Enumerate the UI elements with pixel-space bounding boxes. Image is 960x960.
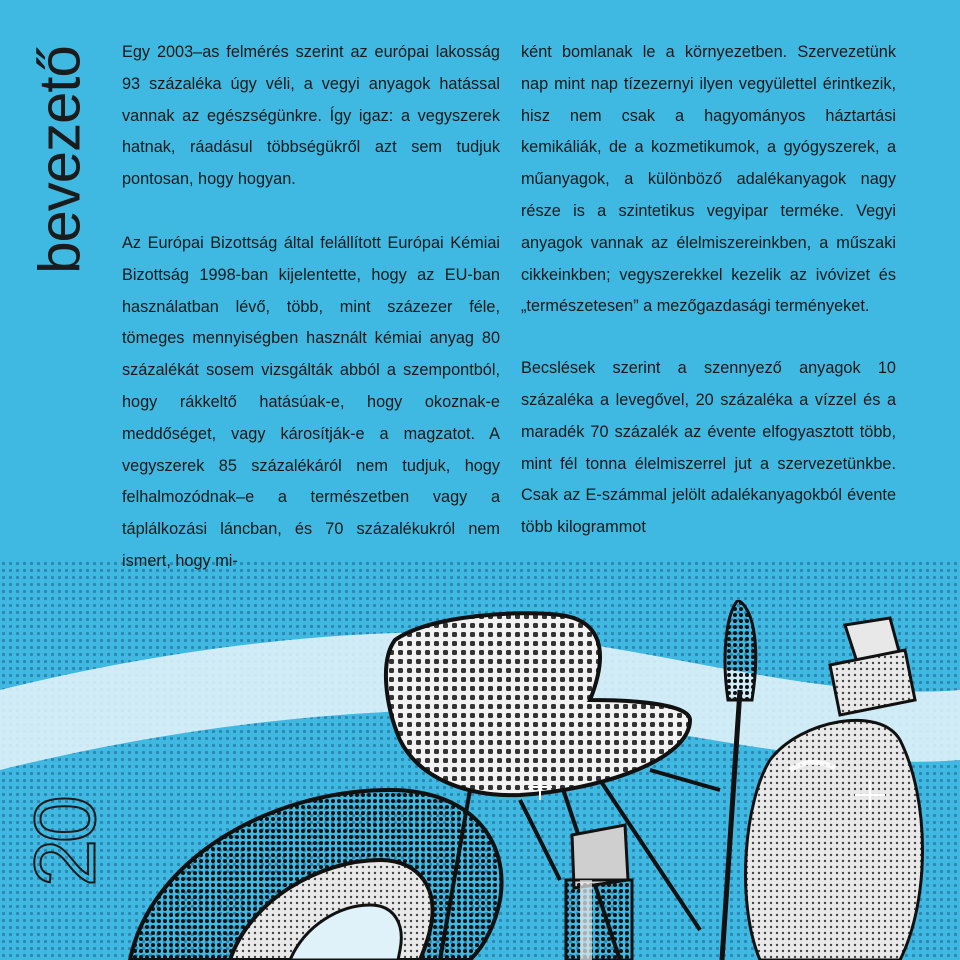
right-paragraph-1: ként bomlanak le a környezetben. Szervezetünk nap mint nap tízezernyi ilyen vegyülettel érintkezik, hisz nem csak a hagyományos háztartási kemikáliák, de a kozmetikumok, a gyógyszerek, a műanyagok, a különböző adalékanyagok nagy része is a szintetikus vegyipar terméke. Vegyi anyagok vannak az élelmiszereinkben, a műszaki cikkeinkben; vegyszerekkel kezelik az ivóvizet és „természetesen” a mezőgazdasági terményeket.: [521, 43, 896, 316]
right-paragraph-2: Becslések szerint a szennyező anyagok 10 százaléka a levegővel, 20 százaléka a vízzel és a maradék 70 százalék az évente elfogyasztott több, mint fél tonna élelmiszerrel jut a szervezetünkbe. Csak az E-számmal jelölt adalékanyagokból évente több kilogrammot: [521, 359, 896, 537]
left-paragraph-2: Az Európai Bizottság által felállított Európai Kémiai Bizottság 1998-ban kijelentette, hogy az EU-ban használatban lévő, több, mint százezer féle, tömeges mennyiségben használt kémiai anyag 80 százalékát sosem vizsgálták abból a szempontból, hogy rákkeltő hatásúak-e, hogy okoznak-e meddőséget, vagy károsítják-e a magzatot. A vegyszerek 85 százalékáról nem tudjuk, hogy felhalmozódnak–e a természetben vagy a táplálkozási láncban, és 70 százalékukról nem ismert, hogy mi-: [122, 233, 500, 570]
section-title-text: bevezető: [27, 46, 93, 274]
section-title: [18, 45, 102, 275]
left-paragraph-1: Egy 2003–as felmérés szerint az európai lakosság 93 százaléka úgy véli, a vegyi anyagok hatással vannak az egészségünkre. Így igaz: a vegyszerek hatnak, ráadásul többségükről azt sem tudjuk pontosan, hogy hogyan.: [122, 43, 500, 189]
left-column: [122, 37, 500, 578]
right-column: [521, 37, 896, 544]
lipstick-tube-icon: [566, 825, 632, 960]
page-number-text: 20: [17, 798, 114, 887]
illustration: [0, 600, 960, 960]
tire-icon: [130, 790, 502, 960]
spray-bottle-icon: [746, 618, 923, 960]
